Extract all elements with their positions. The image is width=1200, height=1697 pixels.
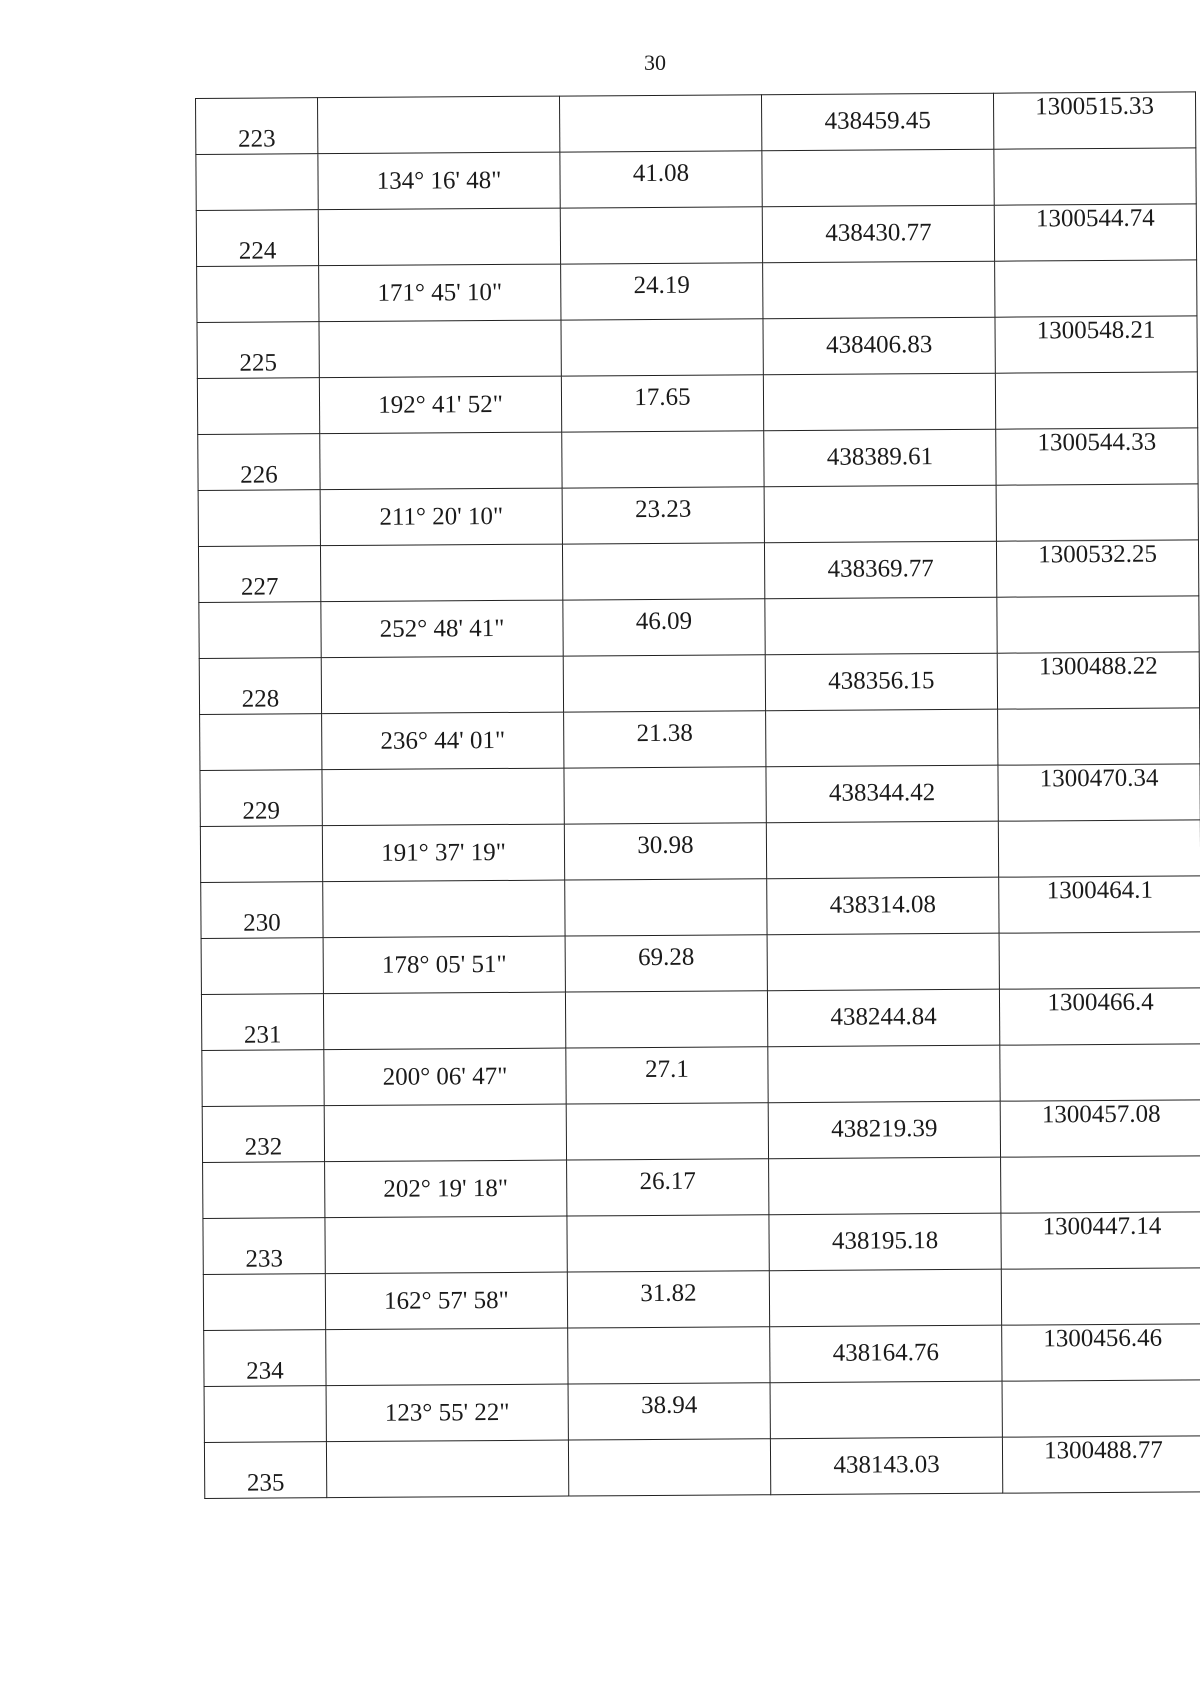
point-cell: 223: [196, 98, 318, 155]
easting-cell: [1001, 1156, 1200, 1213]
leg-row: [201, 932, 1200, 995]
point-row: [203, 1212, 1200, 1275]
point-cell: [197, 378, 319, 435]
distance-cell: [563, 655, 765, 712]
bearing-cell: 134° 16' 48": [318, 152, 560, 210]
northing-cell: [766, 709, 998, 767]
easting-cell: [997, 596, 1199, 653]
northing-cell: [765, 597, 997, 655]
point-row: [198, 540, 1198, 603]
point-row: [201, 988, 1200, 1051]
distance-cell: [565, 879, 767, 936]
point-cell: [203, 1162, 325, 1219]
bearing-cell: 236° 44' 01": [322, 712, 564, 770]
point-row: [196, 92, 1196, 155]
northing-cell: 438369.77: [764, 541, 996, 599]
easting-cell: [999, 932, 1200, 989]
bearing-cell: [323, 880, 565, 938]
bearing-cell: [325, 1216, 567, 1274]
point-cell: [204, 1386, 326, 1443]
easting-cell: [994, 148, 1196, 205]
bearing-cell: 202° 19' 18": [325, 1160, 567, 1218]
distance-cell: 38.94: [568, 1383, 770, 1440]
point-cell: 230: [201, 882, 323, 939]
distance-cell: [564, 767, 766, 824]
point-row: [199, 652, 1199, 715]
bearing-cell: [322, 768, 564, 826]
northing-cell: [769, 1269, 1001, 1327]
point-cell: [197, 266, 319, 323]
point-cell: 234: [204, 1330, 326, 1387]
distance-cell: [560, 207, 762, 264]
leg-row: [203, 1268, 1200, 1331]
point-cell: [203, 1274, 325, 1331]
distance-cell: [559, 95, 761, 152]
leg-row: [197, 372, 1197, 435]
bearing-cell: 171° 45' 10": [319, 264, 561, 322]
point-row: [200, 764, 1200, 827]
bearing-cell: [319, 320, 561, 378]
bearing-cell: 178° 05' 51": [323, 936, 565, 994]
northing-cell: 438459.45: [761, 93, 993, 151]
bearing-cell: [318, 208, 560, 266]
bearing-cell: [321, 656, 563, 714]
point-cell: 235: [204, 1442, 326, 1499]
easting-cell: 1300544.33: [996, 428, 1198, 485]
distance-cell: 41.08: [560, 151, 762, 208]
distance-cell: 23.23: [562, 487, 764, 544]
survey-table-container: [195, 91, 1200, 1499]
point-row: [197, 316, 1197, 379]
distance-cell: 21.38: [564, 711, 766, 768]
easting-cell: 1300470.34: [998, 764, 1200, 821]
bearing-cell: [320, 432, 562, 490]
easting-cell: 1300488.22: [997, 652, 1199, 709]
easting-cell: [998, 708, 1200, 765]
northing-cell: [763, 373, 995, 431]
northing-cell: [763, 261, 995, 319]
northing-cell: 438430.77: [762, 205, 994, 263]
point-row: [198, 428, 1198, 491]
northing-cell: 438143.03: [770, 1437, 1002, 1495]
northing-cell: [766, 821, 998, 879]
point-cell: [199, 602, 321, 659]
leg-row: [200, 820, 1200, 883]
bearing-cell: [326, 1328, 568, 1386]
distance-cell: [568, 1439, 770, 1496]
distance-cell: [567, 1215, 769, 1272]
point-cell: 232: [202, 1106, 324, 1163]
distance-cell: [568, 1327, 770, 1384]
easting-cell: [1001, 1268, 1200, 1325]
easting-cell: [995, 372, 1197, 429]
leg-row: [202, 1044, 1200, 1107]
easting-cell: [995, 260, 1197, 317]
leg-row: [196, 148, 1196, 211]
leg-row: [199, 596, 1199, 659]
northing-cell: [770, 1381, 1002, 1439]
northing-cell: 438356.15: [765, 653, 997, 711]
easting-cell: 1300544.74: [994, 204, 1196, 261]
northing-cell: [769, 1157, 1001, 1215]
easting-cell: 1300464.1: [999, 876, 1200, 933]
point-cell: 227: [198, 546, 320, 603]
bearing-cell: [320, 544, 562, 602]
northing-cell: [762, 149, 994, 207]
northing-cell: 438344.42: [766, 765, 998, 823]
distance-cell: 17.65: [561, 375, 763, 432]
point-row: [196, 204, 1196, 267]
northing-cell: 438406.83: [763, 317, 995, 375]
leg-row: [200, 708, 1200, 771]
point-cell: 231: [201, 994, 323, 1051]
northing-cell: [768, 1045, 1000, 1103]
leg-row: [198, 484, 1198, 547]
bearing-cell: 192° 41' 52": [319, 376, 561, 434]
distance-cell: [566, 1103, 768, 1160]
distance-cell: [562, 543, 764, 600]
northing-cell: 438389.61: [764, 429, 996, 487]
bearing-cell: 200° 06' 47": [324, 1048, 566, 1106]
easting-cell: 1300532.25: [996, 540, 1198, 597]
distance-cell: [565, 991, 767, 1048]
bearing-cell: 123° 55' 22": [326, 1384, 568, 1442]
distance-cell: 27.1: [566, 1047, 768, 1104]
easting-cell: 1300488.77: [1002, 1436, 1200, 1493]
distance-cell: 46.09: [563, 599, 765, 656]
northing-cell: 438164.76: [770, 1325, 1002, 1383]
easting-cell: [998, 820, 1200, 877]
point-cell: [200, 714, 322, 771]
point-cell: 226: [198, 434, 320, 491]
point-cell: [200, 826, 322, 883]
point-row: [201, 876, 1200, 939]
easting-cell: 1300548.21: [995, 316, 1197, 373]
point-row: [202, 1100, 1200, 1163]
bearing-cell: [323, 992, 565, 1050]
point-cell: 229: [200, 770, 322, 827]
easting-cell: [1002, 1380, 1200, 1437]
bearing-cell: [318, 96, 560, 154]
northing-cell: 438219.39: [768, 1101, 1000, 1159]
northing-cell: [764, 485, 996, 543]
point-cell: [201, 938, 323, 995]
easting-cell: 1300456.46: [1002, 1324, 1200, 1381]
point-row: [204, 1324, 1200, 1387]
bearing-cell: [326, 1440, 568, 1498]
distance-cell: [561, 319, 763, 376]
distance-cell: 30.98: [564, 823, 766, 880]
leg-row: [203, 1156, 1200, 1219]
point-row: [204, 1436, 1200, 1499]
northing-cell: [767, 933, 999, 991]
point-cell: [202, 1050, 324, 1107]
northing-cell: 438195.18: [769, 1213, 1001, 1271]
easting-cell: [1000, 1044, 1200, 1101]
point-cell: 228: [199, 658, 321, 715]
distance-cell: [562, 431, 764, 488]
page-number: 30: [644, 50, 666, 75]
easting-cell: 1300466.4: [999, 988, 1200, 1045]
northing-cell: 438314.08: [767, 877, 999, 935]
northing-cell: 438244.84: [767, 989, 999, 1047]
survey-coordinates-table: [195, 91, 1200, 1499]
table-body: [196, 92, 1200, 1499]
easting-cell: 1300515.33: [993, 92, 1195, 149]
distance-cell: 31.82: [567, 1271, 769, 1328]
leg-row: [197, 260, 1197, 323]
distance-cell: 26.17: [567, 1159, 769, 1216]
point-cell: [196, 154, 318, 211]
bearing-cell: 162° 57' 58": [325, 1272, 567, 1330]
point-cell: 233: [203, 1218, 325, 1275]
bearing-cell: [324, 1104, 566, 1162]
bearing-cell: 211° 20' 10": [320, 488, 562, 546]
easting-cell: 1300457.08: [1000, 1100, 1200, 1157]
point-cell: 224: [196, 210, 318, 267]
point-cell: [198, 490, 320, 547]
bearing-cell: 252° 48' 41": [321, 600, 563, 658]
easting-cell: [996, 484, 1198, 541]
distance-cell: 24.19: [561, 263, 763, 320]
distance-cell: 69.28: [565, 935, 767, 992]
easting-cell: 1300447.14: [1001, 1212, 1200, 1269]
bearing-cell: 191° 37' 19": [322, 824, 564, 882]
point-cell: 225: [197, 322, 319, 379]
leg-row: [204, 1380, 1200, 1443]
